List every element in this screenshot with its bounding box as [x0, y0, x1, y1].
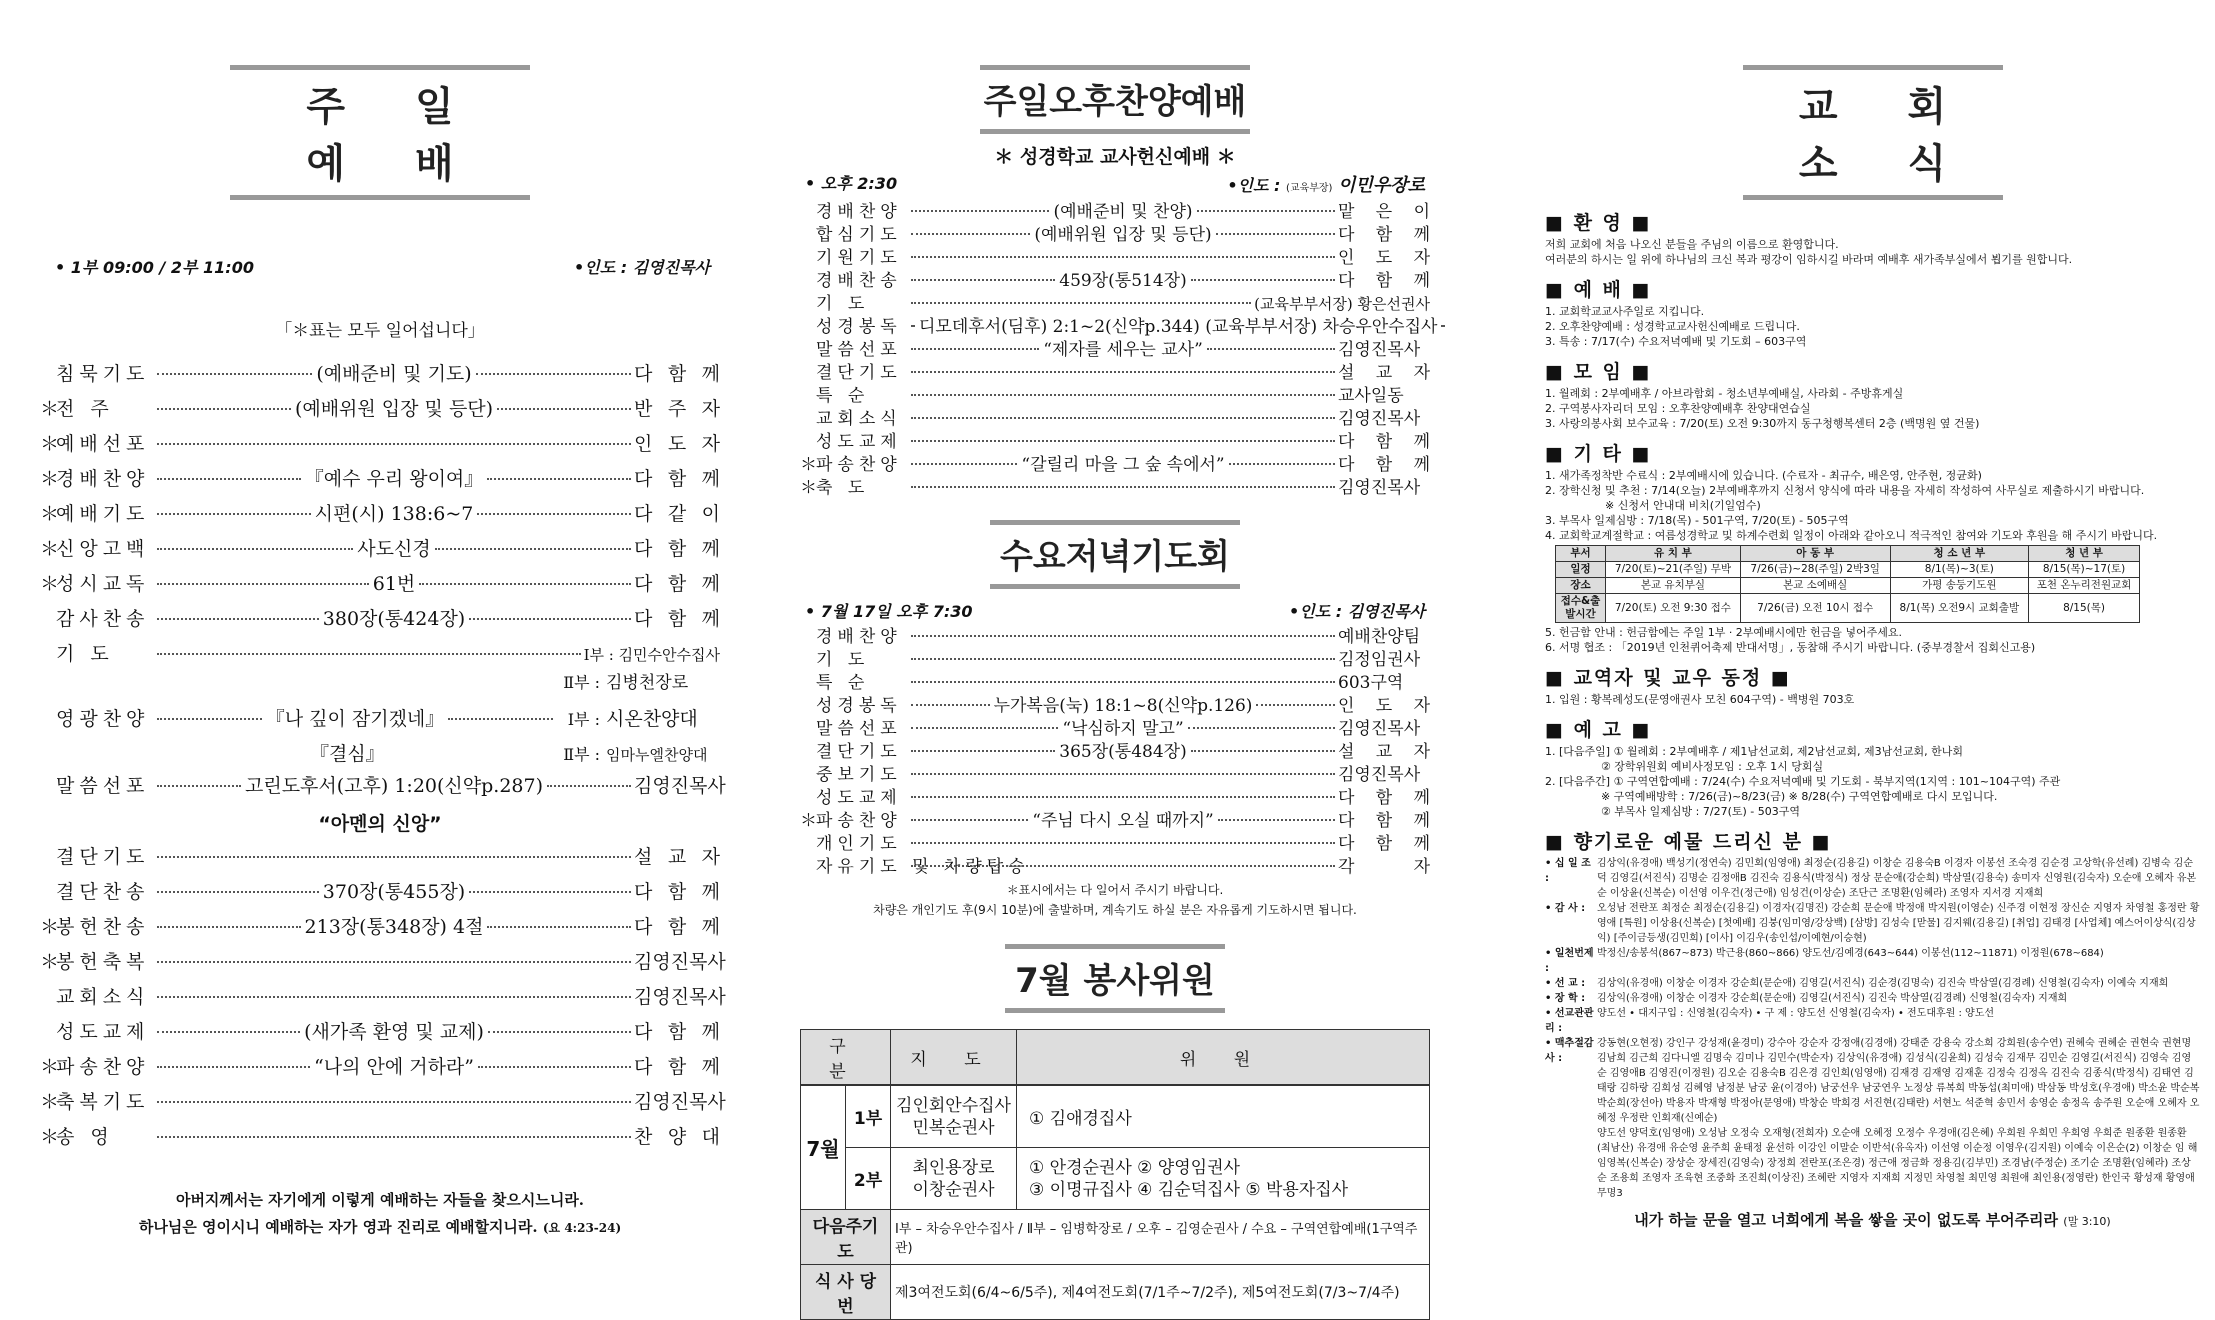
service-row — [40, 569, 720, 604]
stand-marker: ＊ — [40, 1126, 60, 1148]
notice-text: 1. [다음주일] ① 월례회 : 2부예배후 / 제1남선교회, 제2남선교회, 제3남선교회, 한나회 ② 장학위원회 예비사정모임 : 오후 1시 당회실 2. [다음주간] ① 구역연합예배 : 7/24(수) 수요저녁예배 및 기도회 - 북부지역(1지역 : 101~104구역) 주관 ※ 구역예배방학 : 7/26(금)~8/23(금) ※ 8/28(수) 구역연합예배로 다시 모입니다. ② 부목사 일제심방 : 7/27(토) - 503구역 — [1545, 745, 2061, 818]
service-row — [800, 783, 1430, 806]
meeting-heading: ■ 모 임 ■ — [1545, 361, 1652, 383]
service-row — [800, 358, 1430, 381]
item-name: 특 순 — [816, 673, 870, 693]
service-row — [40, 842, 720, 877]
church-news-column — [1545, 0, 2200, 1240]
item-name: 성경봉독 — [816, 317, 902, 337]
stand-marker: ＊ — [40, 1056, 60, 1078]
offering-row — [1545, 946, 2200, 976]
item-person: 인 도 자 — [1338, 696, 1430, 716]
etc-text-2: 5. 헌금함 안내 : 헌금함에는 주일 1부 · 2부예배시에만 헌금을 넣어주세요. 6. 서명 협조 : 「2019년 인천퀴어축제 반대서명」, 동참해 주시기 바랍니다. (중부경찰서 집회신고용) — [1545, 626, 2036, 654]
verse-ref: (요 4:23-24) — [542, 1221, 622, 1235]
standing-note: 「＊표는 모두 일어섭니다」 — [275, 321, 485, 341]
offering-type: • 선 교 : — [1545, 978, 1586, 989]
item-person: 김영진목사 — [634, 775, 726, 797]
item-name: 감사찬송 — [56, 608, 150, 630]
item-name: 파송찬양 — [56, 1056, 150, 1078]
offering-names: 김상익(유경애) 이창순 이경자 강순희(문순애) 김영길(서진식) 김진숙 박삼열(김경례) 신영철(김숙자) 지재희 — [1597, 993, 2068, 1004]
stand-marker: ＊ — [40, 433, 60, 455]
glory-hymn-label: 영광찬양 — [56, 708, 150, 730]
item-person: 김정임권사 — [1338, 650, 1421, 670]
vol-h-lead: 지 도 — [891, 1030, 1017, 1085]
item-name: 파송찬양 — [816, 455, 902, 475]
service-row — [800, 266, 1430, 289]
item-person: 김영진목사 — [634, 1091, 726, 1113]
service-row — [40, 1122, 720, 1157]
stand-marker: ＊ — [40, 951, 60, 973]
wednesday-leader: •인도 : 김영진목사 — [1289, 602, 1425, 621]
item-person: 다 함 께 — [1338, 432, 1430, 452]
offering-row — [1545, 1006, 2200, 1036]
item-name: 말씀선포 — [816, 719, 902, 739]
vol-p1-lead-1: 김인회안수집사 — [896, 1095, 1011, 1116]
stand-marker: ＊ — [40, 503, 60, 525]
item-person: 예배찬양팀 — [1338, 627, 1421, 647]
item-person: 김영진목사 — [634, 951, 726, 973]
vol-p2-lead-2: 이창순권사 — [912, 1179, 995, 1200]
offering-row — [1545, 1126, 2200, 1201]
item-person: 다 함 께 — [634, 468, 720, 490]
item-name: 신앙고백 — [56, 538, 150, 560]
item-name: 송 영 — [56, 1126, 114, 1148]
offering-row — [1545, 901, 2200, 946]
offering-type: • 장 학 : — [1545, 993, 1586, 1004]
wednesday-title: 수요저녁기도회 — [990, 520, 1240, 589]
item-person: 다 함 께 — [1338, 271, 1430, 291]
service-row — [40, 877, 720, 912]
service-row — [800, 404, 1430, 427]
offering-type: • 십 일 조 : — [1545, 858, 1591, 884]
service-row — [40, 912, 720, 947]
ministry-text: 1. 입원 : 황복례성도(문영애권사 모친 604구역) - 백병원 703호 — [1545, 693, 1855, 706]
service-leader: •인도 : 김영진목사 — [574, 258, 710, 277]
glory-hymn-row — [40, 704, 720, 739]
service-row — [40, 1017, 720, 1052]
item-person: 다 함 께 — [634, 881, 720, 903]
offering-names: 양도선 • 대지구입 : 신영철(김숙자) • 구 제 : 양도선 신영철(김숙자) • 전도대후원 : 양도선 — [1597, 1008, 1995, 1019]
glory2-choir: 임마누엘찬양대 — [606, 746, 708, 764]
notice-heading: ■ 예 고 ■ — [1545, 719, 1652, 741]
service-row — [40, 604, 720, 639]
offering-row — [1545, 976, 2200, 991]
item-person: 다 함 께 — [1338, 788, 1430, 808]
item-person: 찬 양 대 — [634, 1126, 720, 1148]
vol-p2-members-2: ③ 이명규집사 ④ 김순덕집사 ⑤ 박용자집사 — [1029, 1179, 1349, 1200]
wednesday-note-1: ＊표시에서는 다 일어서 주시기 바랍니다. — [1006, 883, 1224, 897]
afternoon-order — [800, 197, 1438, 498]
item-person: 인 도 자 — [1338, 248, 1430, 268]
vol-part1: 1부 — [846, 1086, 891, 1148]
church-news-title: 교 회 소 식 — [1743, 65, 2003, 200]
vol-next-label: 다음주기도 — [801, 1210, 891, 1265]
item-name: 경배찬양 — [816, 202, 902, 222]
vol-h-category: 구 분 — [801, 1030, 891, 1085]
vol-p1-lead-2: 민복순권사 — [912, 1117, 995, 1138]
item-person: 교사일동 — [1338, 386, 1404, 406]
offering-names: 박정신/송봉석(867~873) 박근용(860~866) 양도선/김예경(643~644) 이봉선(112~11871) 이정원(678~684) — [1597, 948, 2104, 959]
item-detail: “제자를 세우는 교사” — [1043, 340, 1203, 360]
verse-line-2: 하나님은 영이시니 예배하는 자가 영과 진리로 예배할지니라. — [138, 1218, 538, 1236]
vol-month: 7월 — [801, 1086, 846, 1210]
wednesday-time: • 7월 17일 오후 7:30 — [805, 602, 973, 621]
item-person: 인 도 자 — [634, 433, 720, 455]
welcome-heading: ■ 환 영 ■ — [1545, 212, 1652, 234]
wednesday-order — [800, 622, 1430, 875]
item-name: 봉헌찬송 — [56, 916, 150, 938]
service-row — [800, 668, 1430, 691]
vol-meal-label: 식 사 당 번 — [801, 1265, 891, 1320]
service-row — [800, 381, 1430, 404]
item-name: 축 도 — [816, 478, 870, 498]
service-row — [40, 359, 720, 394]
item-person: 다 함 께 — [634, 1021, 720, 1043]
service-row — [800, 289, 1430, 312]
service-row — [800, 714, 1430, 737]
service-row — [40, 499, 720, 534]
service-row — [800, 197, 1430, 220]
afternoon-worship-title: 주일오후찬양예배 — [980, 65, 1250, 134]
item-person: 다 함 께 — [1338, 834, 1430, 854]
item-detail: (새가족 환영 및 교제) — [304, 1021, 484, 1043]
stand-marker: ＊ — [800, 455, 817, 475]
service-row — [40, 429, 720, 464]
item-person: 다 함 께 — [634, 538, 720, 560]
sermon-rows — [40, 771, 726, 806]
service-row — [800, 852, 1430, 875]
wednesday-note-2: 차량은 개인기도 후(9시 10분)에 출발하며, 계속기도 하실 분은 자유롭게 기도하시면 됩니다. — [873, 903, 1357, 917]
sermon-title: “아멘의 신앙” — [318, 813, 442, 835]
service-row — [40, 947, 726, 982]
glory1-label: Ⅰ부 : — [567, 710, 600, 729]
item-name: 자유기도 및 차량탑승 — [816, 857, 1030, 877]
meeting-text: 1. 월례회 : 2부예배후 / 아브라함회 - 청소년부예배실, 사라회 - 주방휴게실 2. 구역봉사자리더 모임 : 오후찬양예배후 찬양대연습실 3. 사랑의봉사회 보수교육 : 7/20(토) 오전 9:30까지 동구청행복센터 2층 (백명원 옆 건물) — [1545, 387, 1980, 430]
item-detail: 213장(통348장) 4절 — [304, 916, 484, 938]
service-row — [800, 220, 1430, 243]
offering-row — [1545, 856, 2200, 901]
stand-marker: ＊ — [800, 478, 817, 498]
glory-hymn-title-2: 『결심』 — [310, 743, 385, 765]
item-name: 기 도 — [816, 294, 870, 314]
stand-marker: ＊ — [40, 916, 60, 938]
item-detail: 380장(통424장) — [322, 608, 466, 630]
offering-heading: ■ 향기로운 예물 드리신 분 ■ — [1545, 831, 1832, 853]
offering-names: 강동현(오현정) 강인구 강성재(윤경미) 강수아 강순자 강정애(김경애) 강태준 강용숙 강소희 강희원(송수연) 권혜숙 권혜순 권현숙 권현명 김남희 김근희 김다니엘 김명숙 김미나 김민수(박순자) 김상익(유경애) 김성식(김윤희) 김성숙 김재무 김민순 김영길(서진식) 김영숙 김영순 김영애B 김영진(이정원) 김오순 김용숙B 김은경 김인희(임영애) 김재경 김재영 김재훈 김정숙 김정옥 김진숙 김종식(박정식) 김태연 김태랑 김하랑 김희성 김혜영 남정분 남궁 윤(이경아) 남궁선우 남궁연우 노정상 류복희 박동섭(최미애) 박삼동 박성호(우경애) 박소윤 박순복 박순희(장선아) 박용자 박재형 박정아(문영애) 박창순 박희경 서진현(김태란) 서현노 석준혁 송민서 송영순 송정옥 송주원 오순애 오혜자 오혜정 우정란 인회재(신예순) — [1597, 1038, 2200, 1124]
item-person: 김영진목사 — [1338, 765, 1421, 785]
vol-meal-value: 제3여전도회(6/4~6/5주), 제4여전도회(7/1주~7/2주), 제5여전도회(7/3~7/4주) — [891, 1265, 1430, 1320]
etc-heading: ■ 기 타 ■ — [1545, 443, 1652, 465]
vol-next-value: Ⅰ부 – 차승우안수집사 / Ⅱ부 – 임병학장로 / 오후 – 김영순권사 / 수요 – 구역연합예배(1구역주관) — [891, 1210, 1430, 1265]
stand-marker: ＊ — [40, 398, 60, 420]
service-row — [800, 473, 1430, 496]
item-detail: 370장(통455장) — [322, 881, 466, 903]
offering-names: 김상익(유경애) 이창순 이경자 강순희(문순애) 김영길(서진식) 김순경(김명숙) 김진숙 박삼열(김경례) 신영철(김숙자) 이예숙 지재희 — [1597, 978, 2169, 989]
item-person: 김영진목사 — [1338, 340, 1421, 360]
item-person: 다 함 께 — [634, 363, 720, 385]
service-row — [40, 394, 720, 429]
item-name: 성경봉독 — [816, 696, 902, 716]
item-detail: 고린도후서(고후) 1:20(신약p.287) — [245, 775, 544, 797]
item-name: 성도교제 — [56, 1021, 150, 1043]
service-row — [40, 464, 720, 499]
afternoon-leader — [1227, 171, 1425, 197]
offering-type: • 선교관관리 : — [1545, 1008, 1594, 1034]
item-person: 김영진목사 — [634, 986, 726, 1008]
afternoon-leader-name: 이민우장로 — [1338, 175, 1425, 196]
item-person: 김영진목사 — [1338, 719, 1421, 739]
item-name: 경배찬양 — [816, 627, 902, 647]
item-detail: “갈릴리 마을 그 숲 속에서” — [1021, 455, 1225, 475]
prayer2-name: 김병천장로 — [606, 673, 689, 693]
closing-verse — [40, 1187, 720, 1242]
item-name: 결단찬송 — [56, 881, 150, 903]
stand-marker: ＊ — [40, 468, 60, 490]
item-name: 전 주 — [56, 398, 114, 420]
stand-marker: ＊ — [40, 573, 60, 595]
item-detail: 사도신경 — [357, 538, 431, 560]
welcome-text: 저희 교회에 처음 나오신 분들을 주님의 이름으로 환영합니다. 여러분의 하시는 일 위에 하나님의 크신 복과 평강이 임하시길 바라며 예배후 새가족부실에서 뵙기를 원합니다. — [1545, 238, 2073, 266]
etc-text: 1. 새가족정착반 수료식 : 2부예배시에 있습니다. (수료자 - 최규수, 배은영, 안주현, 정균화) 2. 장학신청 및 추천 : 7/14(오늘) 2부예배후까지 신청서 양식에 따라 내용을 자세히 작성하여 사무실로 제출하시기 바랍니다. ※ 신청서 안내대 비치(기일엄수) 3. 부목사 일제심방 : 7/18(목) - 501구역, 7/20(토) - 505구역 4. 교회학교계절학교 : 여름성경학교 및 하계수련회 일정이 아래와 같아오니 적극적인 참여와 기도와 후원을 해 주시기 바랍니다. — [1545, 469, 2158, 542]
item-detail: 시편(시) 138:6~7 — [314, 503, 474, 525]
service-row — [800, 829, 1430, 852]
item-person: 다 함 께 — [634, 608, 720, 630]
item-name: 파송찬양 — [816, 811, 902, 831]
item-name: 결단기도 — [816, 742, 902, 762]
service-row — [800, 737, 1430, 760]
afternoon-time: • 오후 2:30 — [805, 174, 898, 193]
stand-marker: ＊ — [800, 811, 817, 831]
closing-verse-3: 내가 하늘 문을 열고 너희에게 복을 쌓을 곳이 없도록 부어주리라 (말 3:10) — [1634, 1211, 2111, 1229]
worship-text: 1. 교회학교교사주일로 지킵니다. 2. 오후찬양예배 : 성경학교교사헌신예배로 드립니다. 3. 특송 : 7/17(수) 수요저녁예배 및 기도회 – 603구역 — [1545, 305, 1807, 348]
item-detail: 누가복음(눅) 18:1~8(신약p.126) — [993, 696, 1253, 716]
afternoon-subtitle: ＊ 성경학교 교사헌신예배 ＊ — [994, 146, 1236, 168]
vol-part2: 2부 — [846, 1148, 891, 1210]
item-name: 말씀선포 — [56, 775, 150, 797]
item-name: 개인기도 — [816, 834, 902, 854]
item-name: 성도교제 — [816, 432, 902, 452]
glory-hymn-title: 『나 깊이 잠기겠네』 — [265, 708, 445, 730]
service-row — [40, 771, 726, 806]
glory2-label: Ⅱ부 : — [563, 745, 600, 764]
item-person: 603구역 — [1338, 673, 1404, 693]
item-detail: 61번 — [372, 573, 416, 595]
item-person: 반 주 자 — [634, 398, 720, 420]
offering-type: • 감 사 : — [1545, 903, 1586, 914]
item-person: 다 함 께 — [1338, 811, 1430, 831]
item-name: 축복기도 — [56, 1091, 150, 1113]
item-person: 설 교 자 — [1338, 742, 1430, 762]
item-detail: 459장(통514장) — [1059, 271, 1187, 291]
offering-type — [1545, 1126, 1597, 1201]
offering-list — [1545, 856, 2200, 1201]
item-detail: (예배위원 입장 및 등단) — [294, 398, 494, 420]
item-name: 기 도 — [816, 650, 870, 670]
vol-p1-members: ① 김애경집사 — [1017, 1086, 1430, 1148]
vol-p2-members-1: ① 안경순권사 ② 양영임권사 — [1029, 1157, 1240, 1178]
item-name: 결단기도 — [816, 363, 902, 383]
item-person: 김영진목사 — [1338, 478, 1421, 498]
volunteer-title: 7월 봉사위원 — [1005, 944, 1225, 1013]
ministry-heading: ■ 교역자 및 교우 동정 ■ — [1545, 667, 1791, 689]
item-person: 다 함 께 — [1338, 225, 1430, 245]
service-time: • 1부 09:00 / 2부 11:00 — [55, 258, 254, 277]
verse-line-1: 아버지께서는 자기에게 이렇게 예배하는 자들을 찾으시느니라. — [175, 1191, 585, 1209]
item-person: (교육부부서장) 황은선권사 — [1254, 295, 1430, 313]
item-name: 예배선포 — [56, 433, 150, 455]
item-detail: (예배위원 입장 및 등단) — [1034, 225, 1212, 245]
item-detail: (예배준비 및 기도) — [316, 363, 472, 385]
item-person: 다 함 께 — [1338, 455, 1430, 475]
afternoon-leader-role: (교육부장) — [1286, 183, 1333, 194]
item-detail: 365장(통484장) — [1059, 742, 1187, 762]
stand-marker: ＊ — [40, 538, 60, 560]
item-person: 다 함 께 — [634, 1056, 720, 1078]
service-row — [800, 645, 1430, 668]
sunday-worship-title: 주 일 예 배 — [230, 65, 530, 200]
service-row — [40, 1052, 720, 1087]
item-detail: (예배준비 및 찬양) — [1053, 202, 1193, 222]
item-name: 말씀선포 — [816, 340, 902, 360]
item-name: 특 순 — [816, 386, 870, 406]
item-name: 교회소식 — [56, 986, 150, 1008]
service-row — [800, 806, 1430, 829]
item-person: 설 교 자 — [634, 846, 720, 868]
item-person: 다 함 께 — [634, 916, 720, 938]
item-name: 예배기도 — [56, 503, 150, 525]
service-row — [40, 1087, 726, 1122]
stand-marker: ＊ — [40, 1091, 60, 1113]
offering-type: • 일천번제 : — [1545, 948, 1594, 974]
item-person: 각 자 — [1338, 857, 1430, 877]
item-name: 기 도 — [56, 643, 114, 665]
service-row — [800, 243, 1430, 266]
camp-schedule-table: 부서 유 치 부 아 동 부 청 소 년 부 청 년 부 일정 7/20(토)~21(주일) 무박 7/26(금)~28(주일) 2박3일 8/1(목)~3(토) 8/15(목)~17(토) 장소 본교 유치부실 본교 소예배실 가평 송둥기도원 포천 온누리전원교회 접수&출발시간 7/20(토) 오전 9:30 접수 7/26(금) 오전 10시 접수 8/1(목) 오전9시 교회출발 8/15(목) — [1555, 545, 2140, 623]
offering-names: 양도선 양덕호(임영애) 오성남 오정숙 오재형(전희자) 오순애 오혜정 오정수 우경애(김은혜) 우희원 우희민 우희영 우희준 원종환 원종환(최남산) 유경애 유순영 윤주희 윤태정 윤선하 이강인 이말순 이반석(유옥자) 이선영 이순정 이영우(김지원) 이예숙 이은순(2) 이창순 임 해 임영복(신복순) 장상순 장세진(김영숙) 장정희 전란포(조은경) 정근애 정금화 정용김(김부민) 조경남(주정순) 조기순 조명환(임혜라) 조상순 조용희 조영자 조육현 조중화 조진희(이상진) 조혜란 지영자 지재희 지정민 차영철 최민영 최원애 최인용(정영란) 한인국 황성재 황영애 무명3 — [1597, 1128, 2198, 1199]
sunday-worship-column — [40, 0, 726, 1240]
volunteer-table — [800, 1029, 1430, 1085]
service-row — [40, 534, 720, 569]
service-row — [800, 335, 1430, 358]
prayer2-label: Ⅱ부 : — [563, 673, 600, 692]
item-name: 경배찬송 — [816, 271, 902, 291]
item-name: 합심기도 — [816, 225, 902, 245]
service-row — [800, 312, 1438, 337]
item-name: 성도교제 — [816, 788, 902, 808]
item-person: 설 교 자 — [1338, 363, 1430, 383]
item-detail: “낙심하지 말고” — [1062, 719, 1184, 739]
offering-row — [1545, 1036, 2200, 1126]
item-name: 기원기도 — [816, 248, 902, 268]
item-name: 봉헌축복 — [56, 951, 150, 973]
item-name: 중보기도 — [816, 765, 902, 785]
offering-row — [1545, 991, 2200, 1006]
item-detail: 『예수 우리 왕이여』 — [304, 468, 484, 490]
order-of-service-2 — [40, 842, 726, 1157]
item-name: 경배찬양 — [56, 468, 150, 490]
item-detail: “나의 안에 거하라” — [314, 1056, 474, 1078]
item-person: 김영진목사 — [1338, 409, 1421, 429]
volunteer-table-body — [800, 1085, 1430, 1320]
item-detail: “주님 다시 오실 때까지” — [1032, 811, 1214, 831]
service-row — [800, 622, 1430, 645]
glory1-choir: 시온찬양대 — [606, 708, 698, 730]
item-name: 결단기도 — [56, 846, 150, 868]
afternoon-leader-prefix: •인도 : — [1227, 176, 1281, 195]
vol-p2-lead-1: 최인용장로 — [912, 1157, 995, 1178]
item-name: 침묵기도 — [56, 363, 150, 385]
item-person: 맡 은 이 — [1338, 202, 1430, 222]
vol-h-members: 위 원 — [1017, 1030, 1430, 1085]
item-person: 다 같 이 — [634, 503, 720, 525]
item-name: 성시교독 — [56, 573, 150, 595]
item-person: 다 함 께 — [634, 573, 720, 595]
service-row — [800, 450, 1430, 473]
offering-names: 김상익(유경애) 백성기(정연숙) 김민회(임영애) 최정순(김용길) 이창순 김용숙B 이경자 이봉선 조숙경 김순경 고상학(유선례) 김병숙 김순덕 김영길(서진식) 김명순 김정애B 김진숙 김용식(박정식) 정상 문순애(강순희) 박삼열(김용숙) 송미자 신영원(김숙자) 오순애 오혜자 유본순 이상윤(신복순) 이선영 이우건(정근애) 임성건(이상순) 조단근 조명환(임혜라) 조영자 지서경 지재희 — [1597, 858, 2197, 899]
item-name: 교회소식 — [816, 409, 902, 429]
service-row — [800, 760, 1430, 783]
afternoon-worship-column — [800, 0, 1438, 1317]
worship-heading: ■ 예 배 ■ — [1545, 279, 1652, 301]
offering-names: 오성남 전란포 최정순 최정순(김용길) 이경자(김명진) 강순희 문순애 박정애 박지원(이영순) 신주경 이현정 장신순 지영자 차영철 홍정란 황영애 [특원] 이상용(신복순) [첫예배] 김붕(임미영/강상백) [삼방] 김성숙 [맏물] 김지웨(김용길) [취업] 김태경 [사업체] 예스어이상식(김상익) [주이금등생(김민희) [이사] 이김우(송인섭/이예현/이승현) — [1597, 903, 2200, 944]
offering-type: • 맥추절감사 : — [1545, 1038, 1594, 1064]
service-row — [800, 427, 1430, 450]
item-detail: 디모데후서(딤후) 2:1~2(신약p.344) (교육부부서장) 차승우안수집사 — [919, 317, 1438, 337]
service-row — [40, 982, 726, 1017]
order-of-service — [40, 359, 720, 674]
item-person: Ⅰ부 : 김민수안수집사 — [583, 646, 720, 664]
service-row — [800, 691, 1430, 714]
